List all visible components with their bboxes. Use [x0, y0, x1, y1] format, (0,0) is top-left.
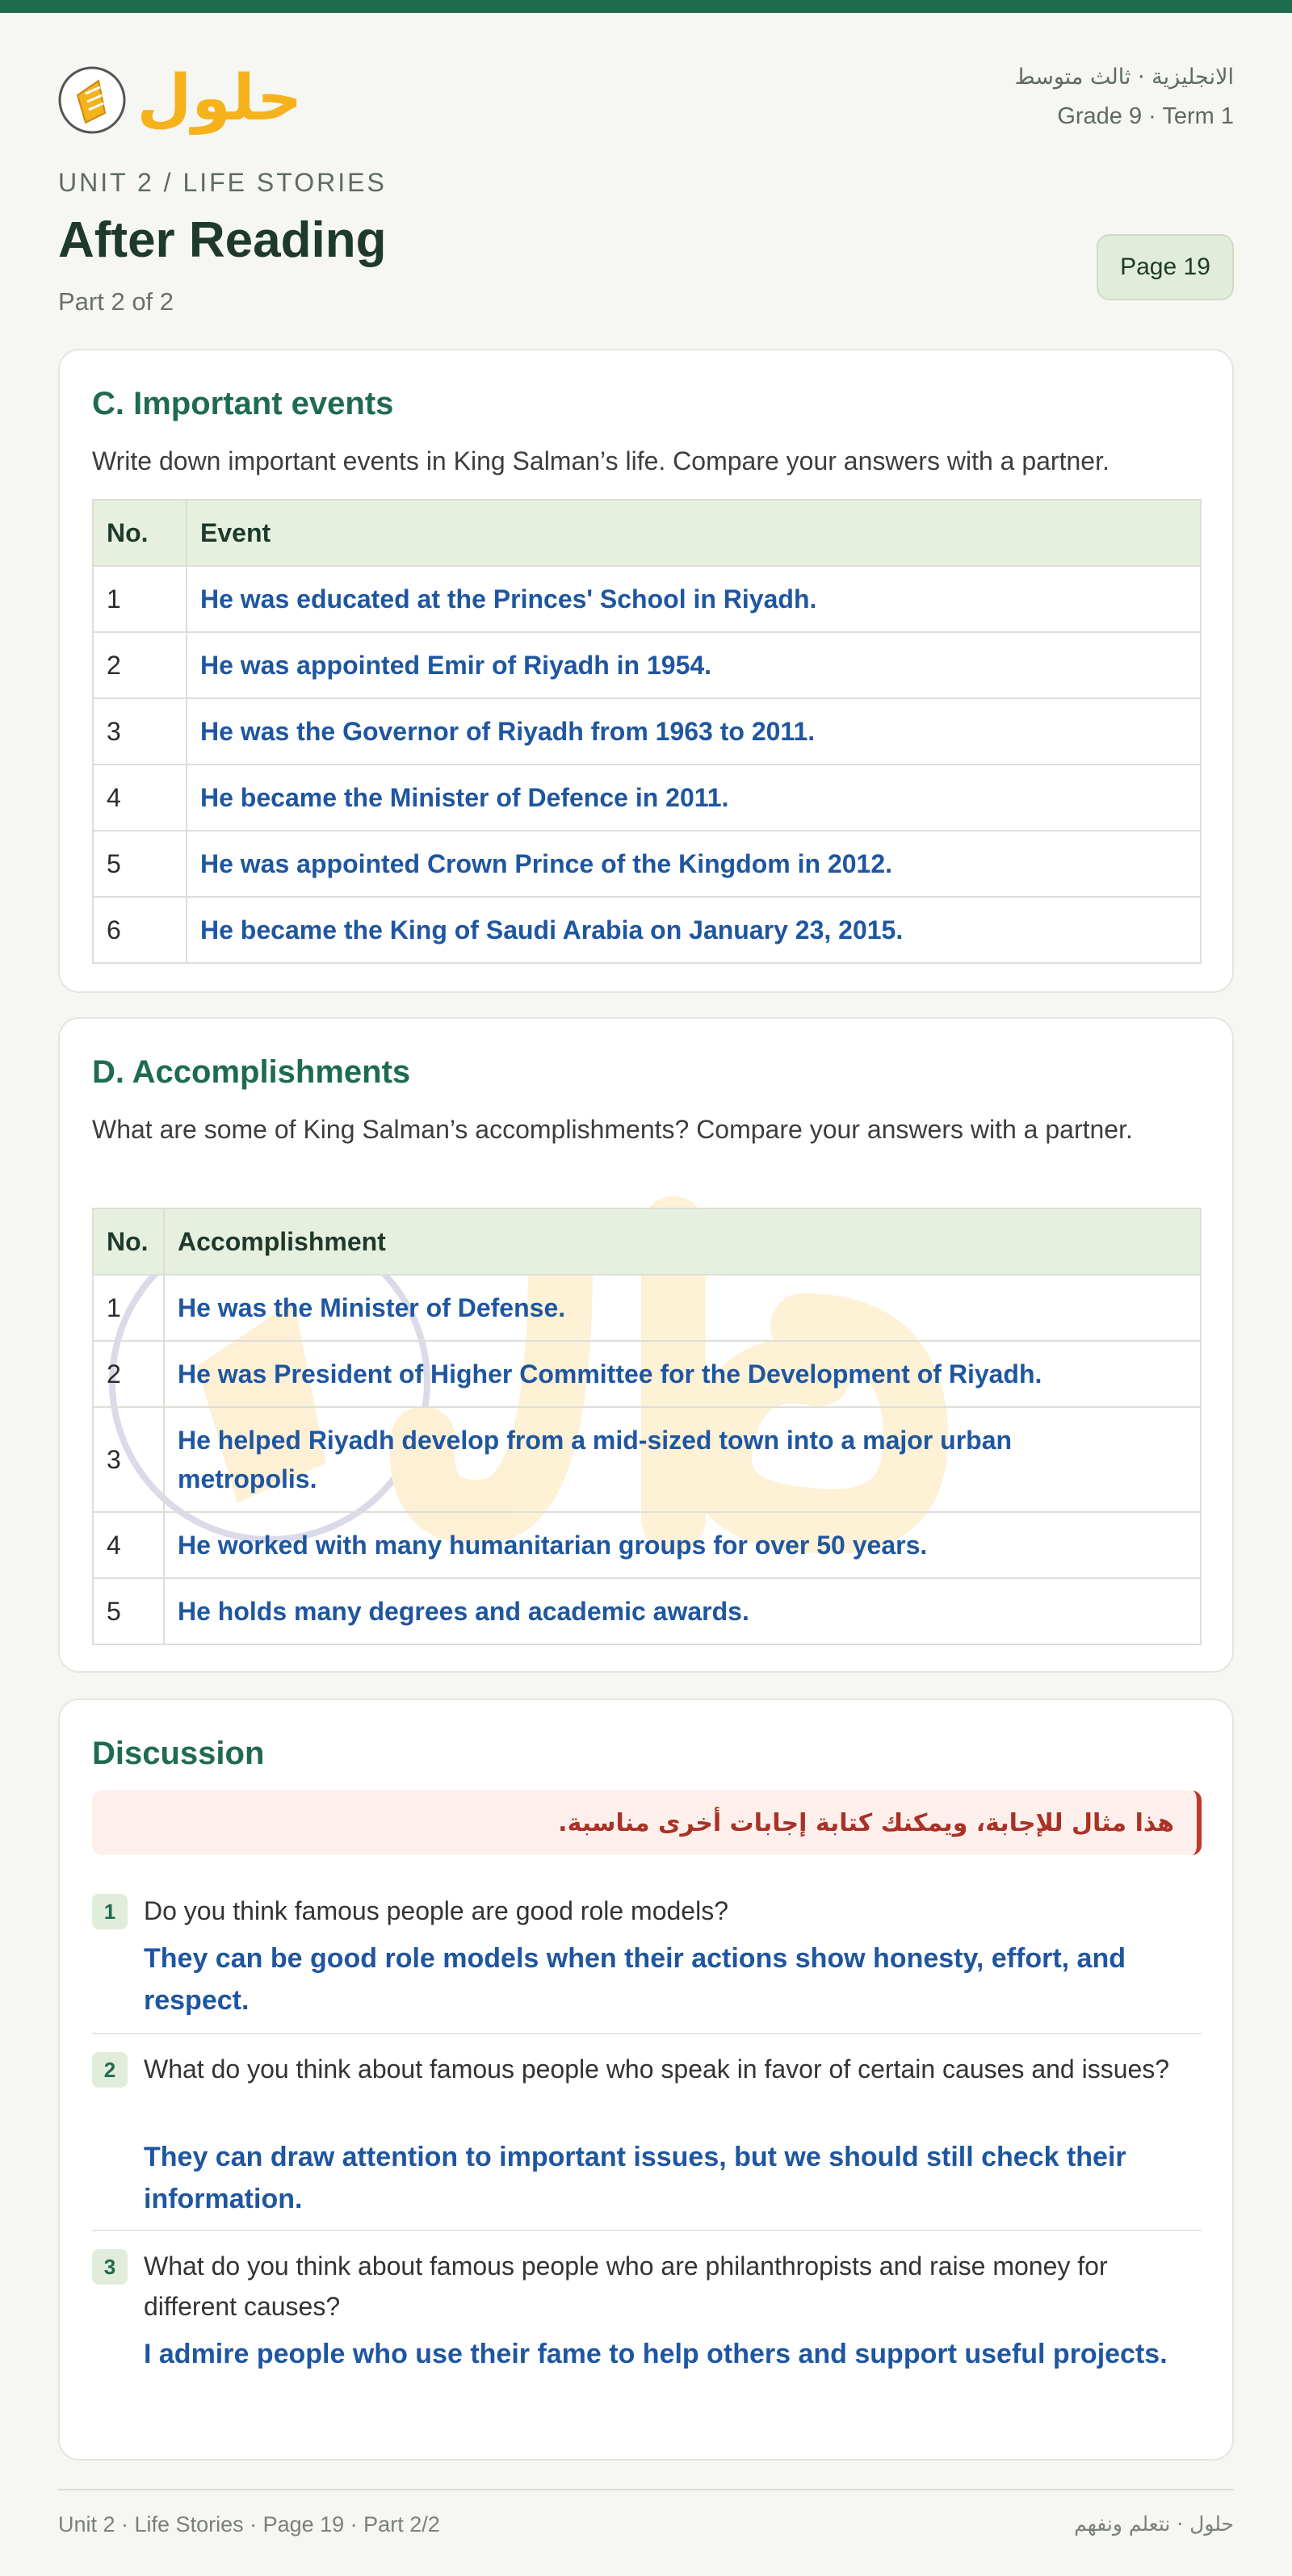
table-row — [93, 1512, 1201, 1578]
page-badge: Page 19 — [1097, 234, 1234, 300]
subject-arabic: الانجليزية · ثالث متوسط — [1014, 65, 1234, 90]
section-heading: Discussion — [92, 1736, 265, 1771]
course-meta — [1015, 58, 1234, 136]
table-row — [93, 1275, 1201, 1341]
hulul-logo — [58, 48, 303, 145]
unit-label: UNIT 2 / LIFE STORIES — [58, 168, 387, 197]
row-number: 4 — [93, 1512, 164, 1578]
divider — [92, 2033, 1202, 2034]
svg-text:حلول: حلول — [136, 62, 303, 135]
table-row — [93, 1407, 1201, 1512]
table-row — [93, 632, 1201, 698]
section-heading: C. Important events — [92, 386, 394, 421]
divider — [92, 2230, 1202, 2231]
events-table — [92, 499, 1202, 964]
question-number: 1 — [92, 1894, 128, 1929]
section-heading: D. Accomplishments — [92, 1054, 411, 1090]
footer-brand: حلول · نتعلم ونفهم — [1074, 2512, 1234, 2536]
row-number: 3 — [93, 1407, 164, 1512]
table-row — [93, 831, 1201, 897]
column-header-accomplishment: Accomplishment — [164, 1208, 1201, 1275]
page-title: After Reading — [58, 212, 387, 268]
row-number: 5 — [93, 1578, 164, 1644]
column-header-no: No. — [93, 500, 187, 566]
answer-text: I admire people who use their fame to help others and support useful projects. — [144, 2339, 1168, 2369]
column-header-no: No. — [93, 1208, 164, 1275]
part-label: Part 2 of 2 — [58, 287, 174, 316]
answer-text: They can draw attention to important issues, but we should still check their information. — [144, 2142, 1126, 2214]
table-header-row — [93, 500, 1201, 566]
table-header-row — [93, 1208, 1201, 1275]
accomplishment-answer: He was the Minister of Defense. — [164, 1275, 1201, 1341]
row-number: 3 — [93, 698, 187, 764]
table-row — [93, 1341, 1201, 1407]
section-instruction: Write down important events in King Salman’s life. Compare your answers with a partner. — [92, 446, 1110, 475]
row-number: 5 — [93, 831, 187, 897]
question-number: 2 — [92, 2052, 128, 2088]
event-answer: He became the Minister of Defence in 2011. — [187, 764, 1201, 831]
question-text: Do you think famous people are good role models? — [144, 1896, 728, 1925]
row-number: 1 — [93, 566, 187, 632]
top-accent-bar — [0, 0, 1292, 13]
row-number: 4 — [93, 764, 187, 831]
row-number: 2 — [93, 1341, 164, 1407]
section-discussion — [58, 1698, 1234, 2461]
event-answer: He was educated at the Princes' School in Riyadh. — [187, 566, 1201, 632]
sample-answer-note: هذا مثال للإجابة، ويمكنك كتابة إجابات أخرى مناسبة. — [92, 1791, 1202, 1855]
section-important-events — [58, 349, 1234, 993]
event-answer: He was appointed Crown Prince of the Kingdom in 2012. — [187, 831, 1201, 897]
table-row — [93, 566, 1201, 632]
row-number: 6 — [93, 897, 187, 963]
table-row — [93, 897, 1201, 963]
answer-text: They can be good role models when their actions show honesty, effort, and respect. — [144, 1943, 1126, 2016]
column-header-event: Event — [187, 500, 1201, 566]
accomplishment-answer: He was President of Higher Committee for the Development of Riyadh. — [164, 1341, 1201, 1407]
section-instruction: What are some of King Salman’s accomplishments? Compare your answers with a partner. — [92, 1115, 1133, 1144]
table-row — [93, 1578, 1201, 1644]
accomplishment-answer: He helped Riyadh develop from a mid-sized town into a major urban metropolis. — [164, 1407, 1201, 1512]
question-text: What do you think about famous people who are philanthropists and raise money for different causes? — [144, 2251, 1108, 2321]
accomplishments-table — [92, 1208, 1202, 1645]
table-row — [93, 764, 1201, 831]
question-text: What do you think about famous people who speak in favor of certain causes and issues? — [144, 2055, 1170, 2084]
event-answer: He became the King of Saudi Arabia on January 23, 2015. — [187, 897, 1201, 963]
accomplishment-answer: He holds many degrees and academic awards. — [164, 1578, 1201, 1644]
grade-term: Grade 9 · Term 1 — [1057, 103, 1234, 129]
row-number: 1 — [93, 1275, 164, 1341]
footer-info: Unit 2 · Life Stories · Page 19 · Part 2/2 — [58, 2512, 440, 2536]
accomplishment-answer: He worked with many humanitarian groups for over 50 years. — [164, 1512, 1201, 1578]
row-number: 2 — [93, 632, 187, 698]
table-row — [93, 698, 1201, 764]
event-answer: He was the Governor of Riyadh from 1963 to 2011. — [187, 698, 1201, 764]
question-number: 3 — [92, 2249, 128, 2285]
event-answer: He was appointed Emir of Riyadh in 1954. — [187, 632, 1201, 698]
footer-divider — [58, 2489, 1234, 2490]
section-accomplishments — [58, 1017, 1234, 1673]
